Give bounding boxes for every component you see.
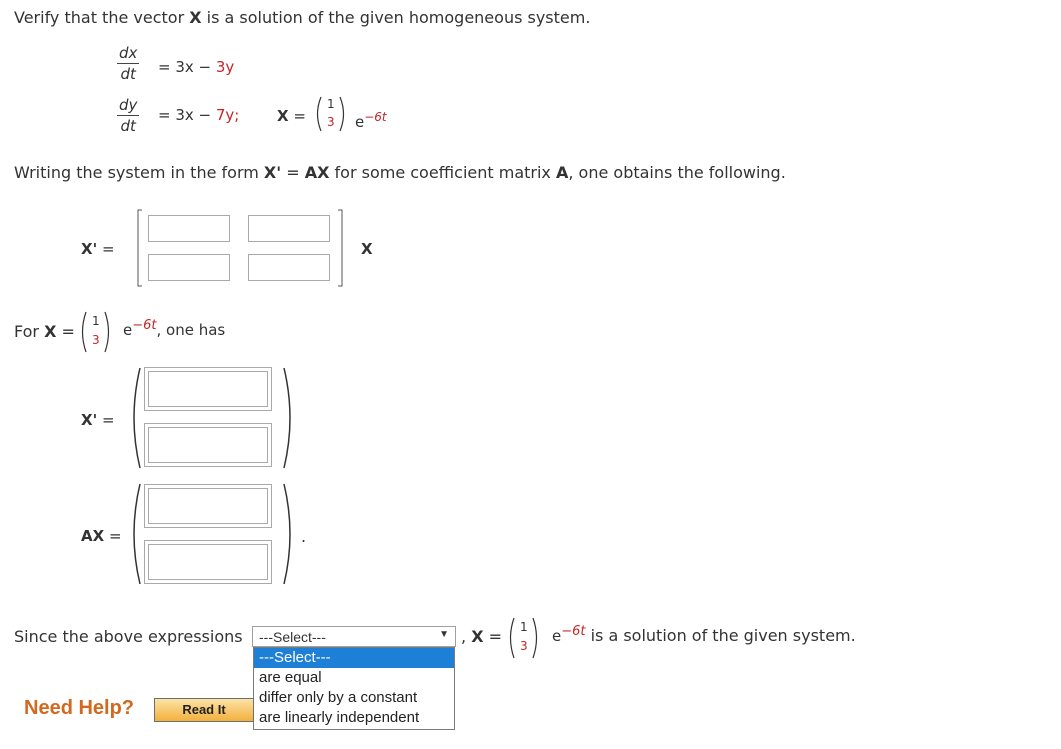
dropdown-options-list[interactable] (253, 647, 455, 730)
need-help-label: Need Help? (24, 697, 135, 719)
matrix-a22-input[interactable] (248, 254, 330, 281)
ax-row1-box[interactable] (144, 484, 272, 528)
for-column-vector: 1 3 (79, 311, 113, 353)
xprime-row2-input[interactable] (148, 427, 268, 463)
ax-period: . (301, 527, 307, 546)
dropdown-option[interactable]: differ only by a constant (259, 689, 418, 706)
since-x-label: , X = (461, 627, 503, 646)
read-it-button[interactable]: Read It (154, 698, 254, 722)
xprime-row1-input[interactable] (148, 371, 268, 407)
conclusion-dropdown[interactable] (252, 626, 456, 647)
x-vector-label: X = (277, 107, 306, 125)
for-label: For X = (14, 322, 75, 341)
since-exp-term: $e^{-6t}$ is a solution of the given system. (552, 624, 856, 645)
eq2-rhs: = 3x − 7y; (158, 106, 240, 124)
x-column-vector: 1 3 (314, 96, 348, 132)
exp-term: $e^{-6t}$ (355, 110, 387, 131)
dropdown-option[interactable]: are equal (259, 669, 322, 686)
dropdown-option[interactable]: are linearly independent (259, 709, 420, 726)
ax-label: AX = (81, 527, 122, 545)
xprime-matrix-label: X' = (81, 240, 115, 258)
matrix-x-label: X (361, 240, 373, 258)
matrix-a12-input[interactable] (248, 215, 330, 242)
xprime-label: X' = (81, 411, 115, 429)
matrix-a21-input[interactable] (148, 254, 230, 281)
eq2-derivative: dy dt (119, 96, 138, 135)
intro-text: Verify that the vector X is a solution of the given homogeneous system. (14, 8, 591, 27)
xprime-row2-box[interactable] (144, 423, 272, 467)
xprime-row1-box[interactable] (144, 367, 272, 411)
since-text: Since the above expressions (14, 627, 243, 646)
triangle-down-icon[interactable]: ▼ (439, 629, 449, 640)
ax-row1-input[interactable] (148, 488, 268, 524)
eq1-rhs: = 3x − 3y (158, 58, 235, 76)
dropdown-option[interactable]: ---Select--- (254, 648, 454, 668)
eq1-derivative: dx dt (119, 44, 138, 83)
dropdown-value: ---Select--- (259, 629, 326, 645)
since-column-vector: 1 3 (507, 617, 541, 659)
matrix-a11-input[interactable] (148, 215, 230, 242)
ax-row2-input[interactable] (148, 544, 268, 580)
for-exp-term: $e^{-6t}$, one has (123, 318, 226, 339)
ax-row2-box[interactable] (144, 540, 272, 584)
writing-sentence: Writing the system in the form X' = AX for some coefficient matrix A, one obtains the following. (14, 163, 786, 182)
